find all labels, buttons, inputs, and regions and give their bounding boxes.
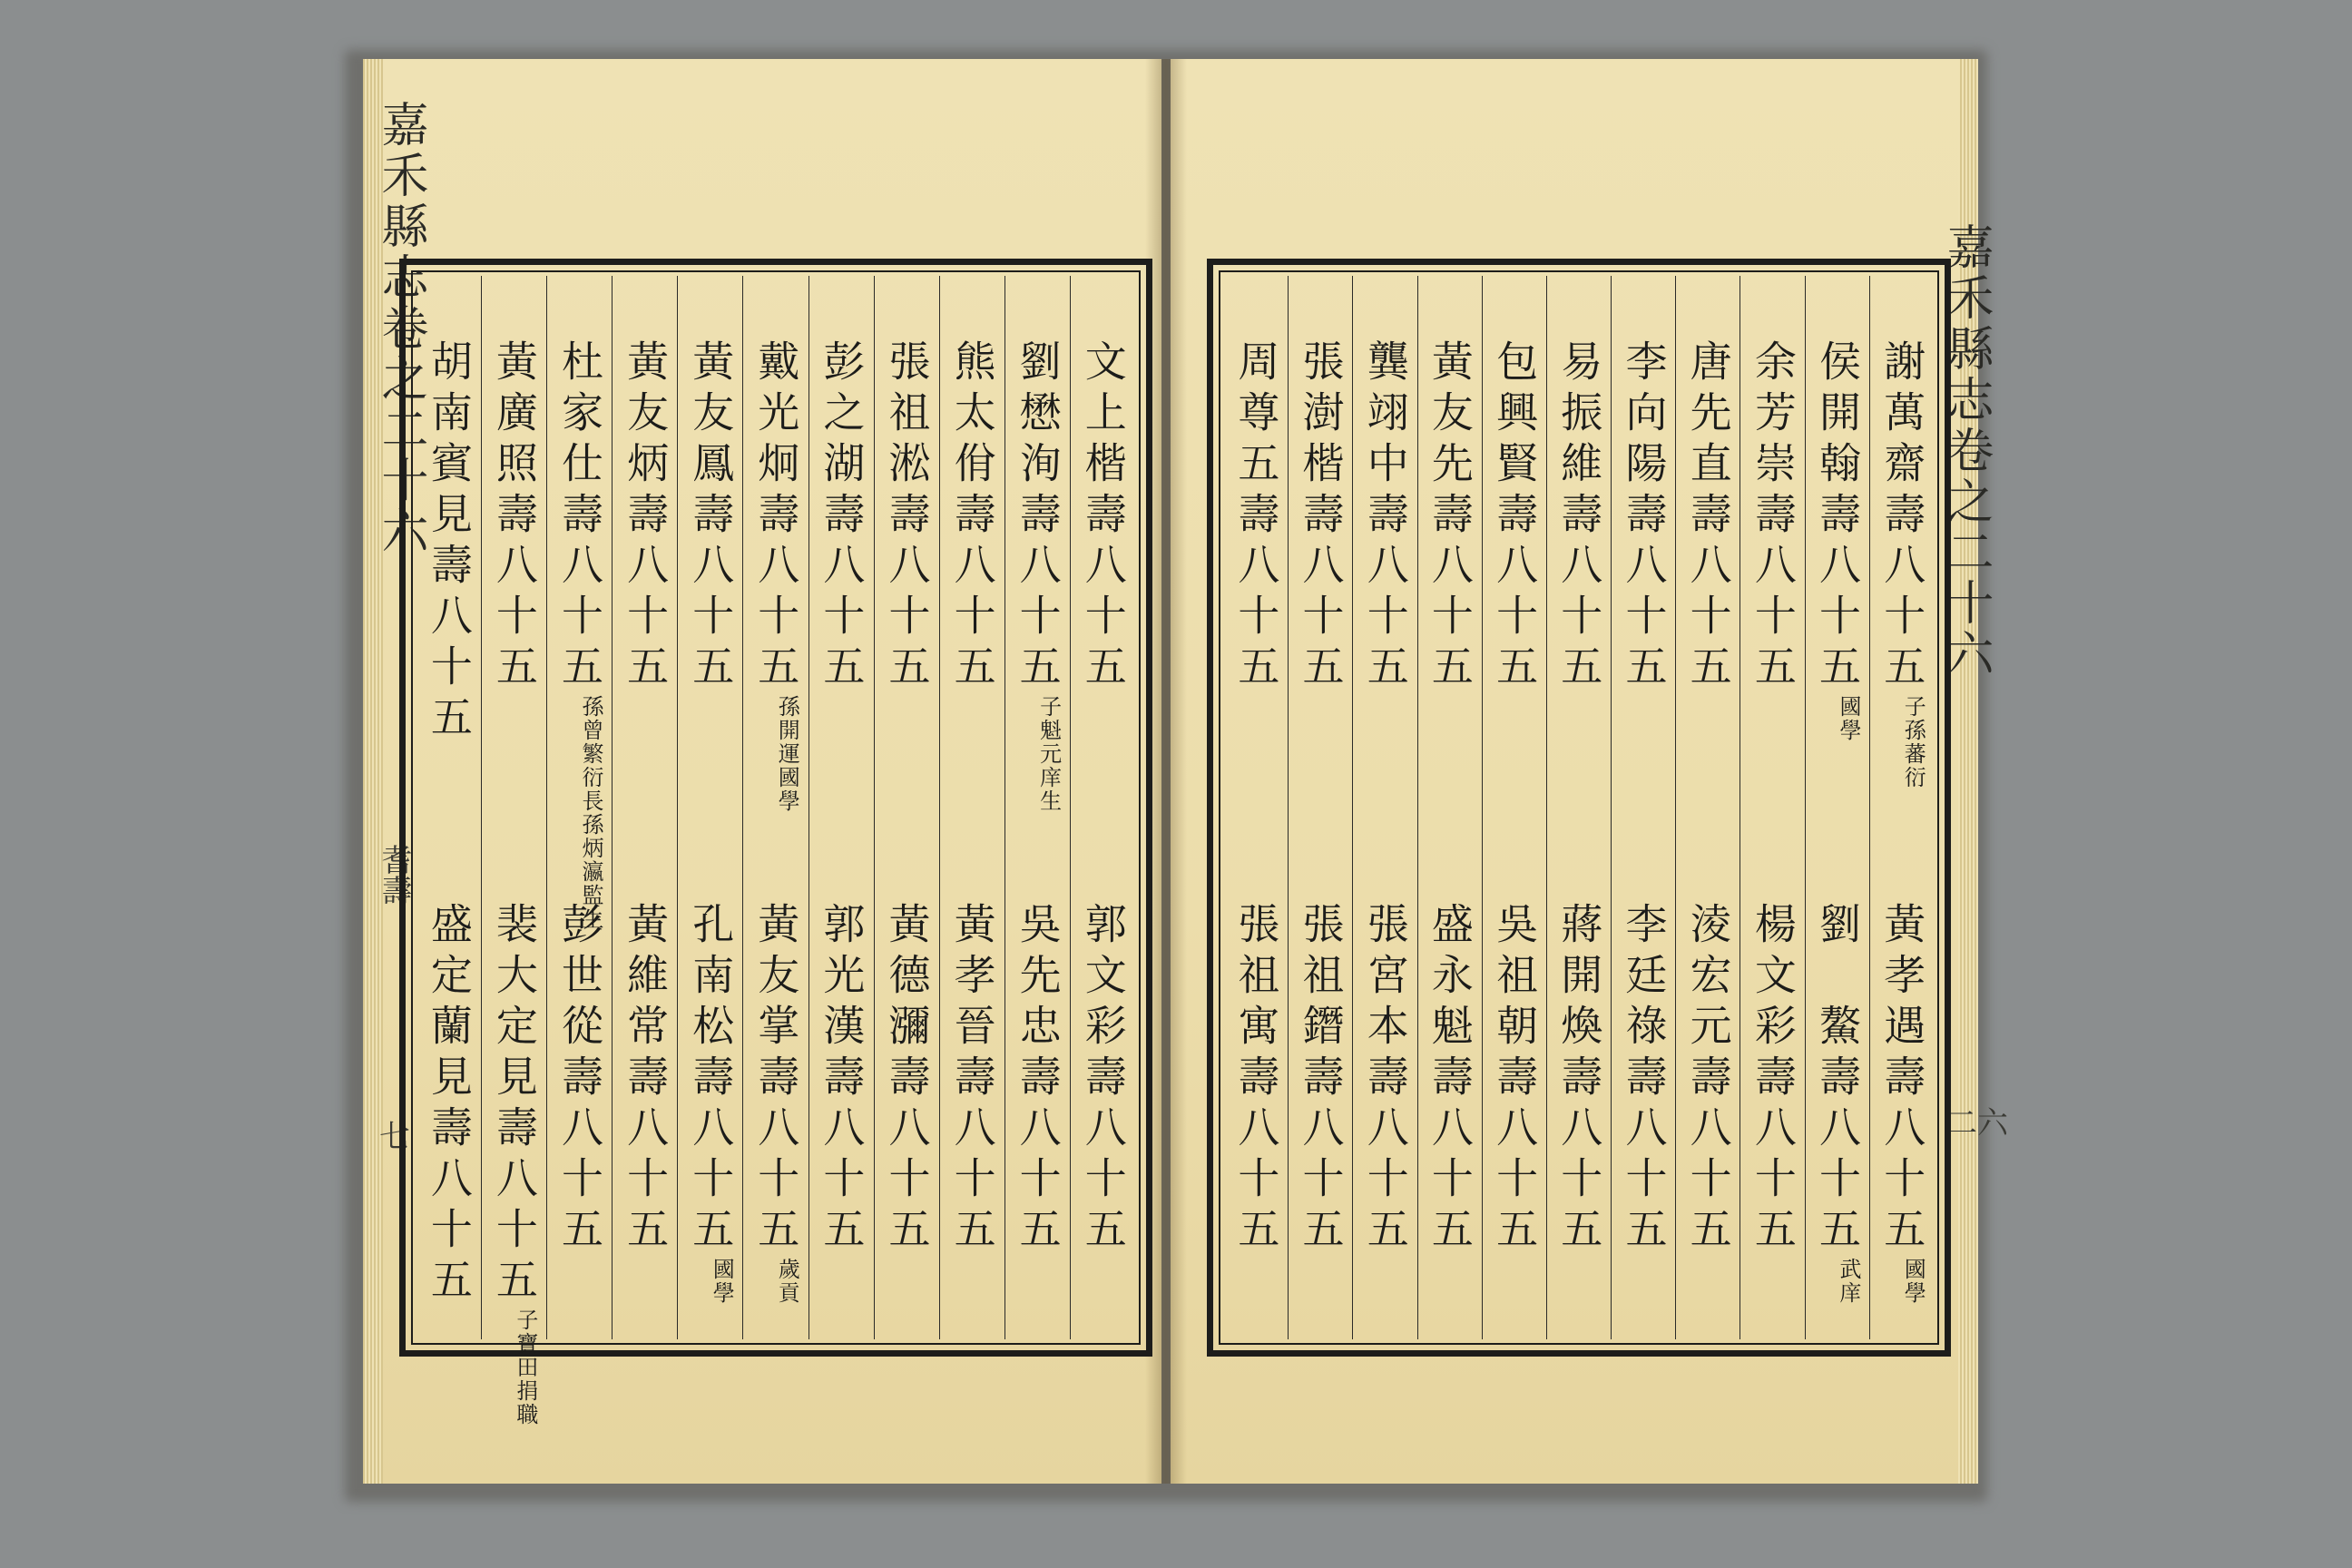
entry-text: 盛永魁壽八十五 — [1425, 902, 1475, 1258]
longevity-entry — [1556, 339, 1602, 695]
entry-annotation: 武庠 — [1836, 1258, 1862, 1305]
longevity-entry — [1014, 339, 1061, 813]
longevity-entry — [1014, 902, 1061, 1258]
entry-text: 張祖寓壽八十五 — [1231, 902, 1281, 1258]
longevity-entry — [949, 339, 995, 695]
longevity-entry — [556, 339, 603, 931]
longevity-entry — [1813, 339, 1863, 742]
right-folio: 二六 — [1946, 1105, 2008, 1142]
left-marginal-section: 耆壽 — [376, 844, 412, 906]
longevity-entry — [818, 902, 865, 1258]
entry-text: 龔翊中壽八十五 — [1360, 339, 1410, 695]
entry-text: 黃友鳳壽八十五 — [686, 339, 736, 695]
longevity-entry — [753, 339, 799, 813]
longevity-entry — [949, 902, 995, 1258]
longevity-entry — [1813, 902, 1863, 1305]
text-column — [547, 276, 612, 1339]
longevity-entry — [1298, 902, 1344, 1258]
entry-text: 李廷祿壽八十五 — [1619, 902, 1669, 1258]
entry-text: 張祖鐕壽八十五 — [1296, 902, 1346, 1258]
longevity-entry — [1556, 902, 1602, 1258]
longevity-entry — [1490, 339, 1540, 695]
entry-text: 戴光炯壽八十五 — [751, 339, 801, 695]
entry-annotation: 歲貢 — [774, 1258, 800, 1305]
longevity-entry — [688, 339, 734, 695]
entry-text: 盛定蘭見壽八十五 — [424, 902, 474, 1308]
longevity-entry — [1621, 902, 1667, 1258]
longevity-entry — [1426, 339, 1473, 695]
right-text-frame — [1207, 259, 1951, 1357]
longevity-entry — [1233, 339, 1279, 695]
entry-text: 黃孝晉壽八十五 — [947, 902, 997, 1258]
longevity-entry — [426, 902, 472, 1308]
longevity-entry — [1233, 902, 1279, 1258]
entry-text: 黃友先壽八十五 — [1425, 339, 1475, 695]
entry-text: 杜家仕壽八十五 — [555, 339, 604, 695]
longevity-entry — [622, 339, 669, 695]
longevity-entry — [884, 339, 930, 695]
text-column — [1676, 276, 1740, 1339]
longevity-entry — [1621, 339, 1667, 695]
text-column — [1224, 276, 1289, 1339]
entry-annotation: 子孫蕃衍 — [1900, 695, 1926, 789]
text-column — [875, 276, 940, 1339]
entry-text: 黃德瀰壽八十五 — [882, 902, 932, 1258]
longevity-entry — [884, 902, 930, 1258]
text-column — [809, 276, 875, 1339]
entry-text: 彭世從壽八十五 — [555, 902, 604, 1258]
entry-text: 彭之湖壽八十五 — [817, 339, 867, 695]
entry-text: 吳先忠壽八十五 — [1013, 902, 1063, 1258]
entry-text: 裴大定見壽八十五 — [489, 902, 539, 1308]
text-column — [482, 276, 547, 1426]
entry-text: 唐先直壽八十五 — [1683, 339, 1733, 695]
entry-text: 黃孝遇壽八十五 — [1877, 902, 1927, 1258]
longevity-entry — [1362, 339, 1408, 695]
text-column — [1870, 276, 1934, 1339]
entry-text: 包興賢壽八十五 — [1490, 339, 1540, 695]
longevity-entry — [1749, 902, 1796, 1258]
text-column — [940, 276, 1005, 1339]
longevity-entry — [1362, 902, 1408, 1258]
text-column — [1612, 276, 1676, 1339]
entry-text: 郭文彩壽八十五 — [1078, 902, 1128, 1258]
entry-text: 文上楷壽八十五 — [1078, 339, 1128, 695]
left-folio: 七 — [379, 1119, 410, 1155]
entry-annotation: 子寶田捐職 — [512, 1308, 538, 1426]
left-text-frame — [399, 259, 1152, 1426]
entry-text: 周尊五壽八十五 — [1231, 339, 1281, 695]
text-column — [1483, 276, 1547, 1339]
text-column — [1071, 276, 1135, 1339]
left-volume-label: 卷之二十六 — [373, 303, 427, 557]
longevity-entry — [1879, 902, 1926, 1305]
entry-annotation: 國學 — [1836, 695, 1862, 742]
entry-text: 楊文彩壽八十五 — [1748, 902, 1798, 1258]
text-column — [612, 276, 678, 1339]
entry-text: 謝萬齋壽八十五 — [1877, 339, 1927, 695]
entry-text: 黃友炳壽八十五 — [621, 339, 671, 695]
text-column — [743, 276, 808, 1339]
entry-text: 黃廣照壽八十五 — [489, 339, 539, 695]
text-column — [1289, 276, 1353, 1339]
right-book-title: 嘉禾縣志 — [1938, 222, 1993, 426]
entry-text: 孔南松壽八十五 — [686, 902, 736, 1258]
text-column — [416, 276, 482, 1339]
text-column — [1353, 276, 1417, 1339]
longevity-entry — [753, 902, 799, 1305]
longevity-entry — [1298, 339, 1344, 695]
text-column — [1418, 276, 1483, 1339]
longevity-entry — [491, 339, 537, 695]
longevity-entry — [1490, 902, 1540, 1258]
longevity-entry — [1879, 339, 1926, 789]
entry-text: 熊太佾壽八十五 — [947, 339, 997, 695]
longevity-entry — [491, 902, 537, 1426]
entry-text: 黃友掌壽八十五 — [751, 902, 801, 1258]
longevity-entry — [1080, 902, 1126, 1258]
text-column — [1740, 276, 1805, 1339]
entry-annotation: 國學 — [1900, 1258, 1926, 1305]
right-columns — [1224, 276, 1934, 1339]
entry-text: 蔣開煥壽八十五 — [1554, 902, 1604, 1258]
text-column — [1005, 276, 1071, 1339]
longevity-entry — [688, 902, 734, 1305]
text-column — [1547, 276, 1612, 1339]
text-column — [1806, 276, 1870, 1339]
right-volume-label: 卷之二十六 — [1938, 426, 1993, 680]
longevity-entry — [1749, 339, 1796, 695]
entry-text: 劉懋洵壽八十五 — [1013, 339, 1063, 695]
text-column — [678, 276, 743, 1339]
entry-text: 易振維壽八十五 — [1554, 339, 1604, 695]
left-columns — [416, 276, 1135, 1426]
entry-text: 張祖淞壽八十五 — [882, 339, 932, 695]
entry-text: 張宮本壽八十五 — [1360, 902, 1410, 1258]
longevity-entry — [1685, 902, 1731, 1258]
longevity-entry — [1080, 339, 1126, 695]
longevity-entry — [622, 902, 669, 1258]
entry-text: 黃維常壽八十五 — [621, 902, 671, 1258]
entry-annotation: 子魁元庠生 — [1035, 695, 1062, 813]
entry-text: 李向陽壽八十五 — [1619, 339, 1669, 695]
longevity-entry — [818, 339, 865, 695]
entry-annotation: 國學 — [709, 1258, 735, 1305]
entry-text: 張澍楷壽八十五 — [1296, 339, 1346, 695]
entry-text: 胡南賓見壽八十五 — [424, 339, 474, 746]
entry-annotation: 孫開運國學 — [774, 695, 800, 813]
entry-annotation: 孫曾繁衍長孫炳瀛監生 — [578, 695, 603, 931]
longevity-entry — [556, 902, 603, 1258]
entry-text: 劉 鰲壽八十五 — [1813, 902, 1863, 1258]
entry-text: 侯開翰壽八十五 — [1813, 339, 1863, 695]
entry-text: 淩宏元壽八十五 — [1683, 902, 1733, 1258]
entry-text: 吳祖朝壽八十五 — [1490, 902, 1540, 1258]
longevity-entry — [1685, 339, 1731, 695]
left-book-title: 嘉禾縣志 — [373, 100, 427, 303]
entry-text: 郭光漢壽八十五 — [817, 902, 867, 1258]
longevity-entry — [1426, 902, 1473, 1258]
longevity-entry — [426, 339, 472, 746]
entry-text: 余芳崇壽八十五 — [1748, 339, 1798, 695]
